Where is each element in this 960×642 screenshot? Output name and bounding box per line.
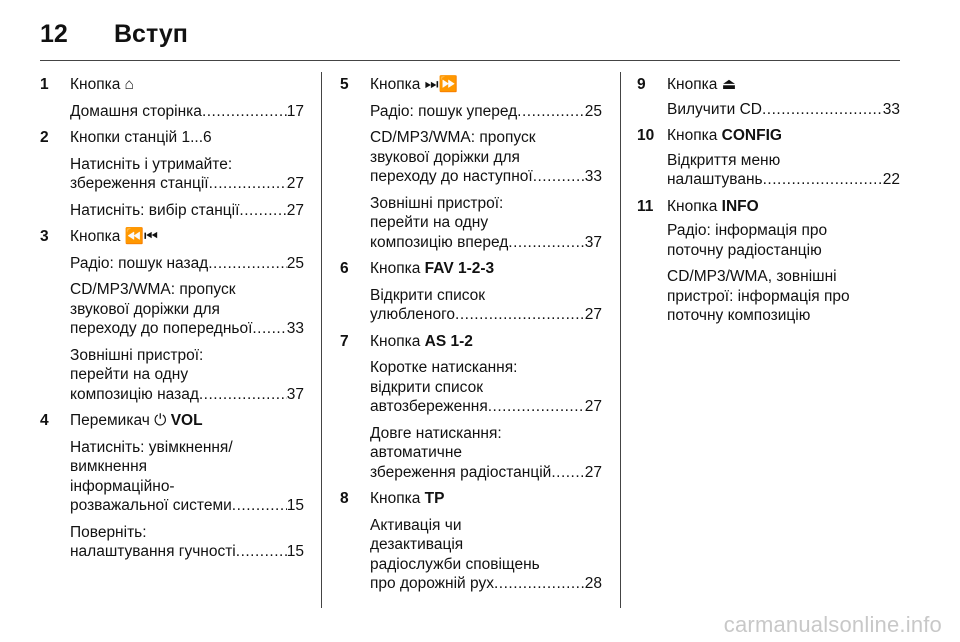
item-label: Кнопка [70, 228, 121, 245]
description-block [637, 151, 900, 190]
description-line: автоматичне [370, 444, 463, 461]
item-title [667, 197, 900, 217]
page-reference [70, 496, 304, 516]
page-link-number[interactable]: 28 [584, 575, 602, 592]
description-line: вимкнення [70, 458, 148, 475]
page-reference [370, 102, 602, 122]
eject-icon: ⏏ [721, 76, 737, 93]
reference-text: Радіо: пошук уперед [370, 102, 518, 120]
description-line: радіослужби сповіщень [370, 555, 540, 573]
entry-heading [40, 75, 304, 95]
description-block [340, 128, 602, 187]
description-block [40, 438, 304, 516]
legend-entry [340, 259, 602, 325]
item-label: Кнопка [370, 490, 421, 507]
page-link-number[interactable]: 33 [286, 320, 304, 337]
item-number: 3 [40, 228, 49, 245]
page-reference [370, 167, 602, 187]
page-reference [70, 385, 304, 405]
legend-entry [40, 227, 304, 404]
control-name: VOL [170, 412, 203, 429]
page-reference [370, 574, 602, 594]
item-label: Кнопка [667, 127, 718, 144]
description-line: перейти на одну [70, 366, 189, 383]
entry-heading [340, 489, 602, 509]
page-link-number[interactable]: 17 [286, 102, 304, 120]
description-line: Відкрити список [370, 286, 486, 304]
control-name: INFO [721, 197, 759, 215]
legend-entry [637, 75, 900, 119]
control-name: TP [424, 490, 445, 507]
description-line: перейти на одну [370, 214, 489, 231]
entry-heading [40, 227, 304, 247]
reference-text: збереження радіостанцій [370, 463, 552, 481]
page-link-number[interactable]: 27 [286, 175, 304, 192]
description-line: відкрити список [370, 378, 483, 396]
description-line: CD/MP3/WMA: пропуск [370, 129, 536, 146]
page-link-number[interactable]: 27 [584, 398, 602, 415]
description-line: Довге натискання: [370, 424, 502, 442]
legend-entry [40, 75, 304, 121]
dot-leader [199, 385, 287, 405]
item-number: 2 [40, 129, 49, 146]
description-line: Відкриття меню [667, 151, 781, 169]
entry-heading [340, 75, 602, 95]
description-line: поточну радіостанцію [667, 241, 822, 259]
reference-text: збереження станції [70, 175, 209, 192]
page-reference [667, 170, 900, 190]
reference-text: улюбленого [370, 306, 456, 323]
page-reference [370, 305, 602, 325]
reference-text: Натисніть: вибір станції [70, 201, 240, 219]
legend-entry [637, 197, 900, 326]
legend-entry [340, 489, 602, 594]
reference-text: композицію назад [70, 385, 199, 403]
item-label: Кнопка [70, 76, 121, 93]
entry-heading [340, 332, 602, 352]
item-title [370, 75, 602, 95]
dot-leader [762, 100, 883, 120]
description-line: поточну композицію [667, 307, 811, 324]
column-left [40, 75, 304, 569]
description-line: інформаційно- [70, 477, 175, 495]
item-label: Кнопки станцій [70, 129, 178, 146]
page-link-number[interactable]: 15 [286, 543, 304, 560]
item-label: Кнопка [370, 260, 421, 277]
dot-leader [455, 305, 585, 325]
column-divider-2 [620, 72, 621, 608]
description-block [340, 424, 602, 483]
description-line: Натисніть: увімкнення/ [70, 438, 233, 456]
description-line: CD/MP3/WMA, зовнішні [667, 268, 837, 285]
description-line: Активація чи [370, 516, 462, 534]
page-reference [667, 100, 900, 120]
item-title [70, 75, 304, 95]
description-line: Радіо: інформація про [667, 222, 828, 239]
description-line: звукової доріжки для [370, 148, 520, 166]
description-block [340, 358, 602, 417]
page-link-number[interactable]: 25 [286, 254, 304, 272]
description-block [340, 286, 602, 325]
item-title [70, 227, 304, 247]
item-title [667, 126, 900, 146]
description-block [637, 100, 900, 120]
item-label: Перемикач [70, 412, 150, 429]
page-link-number[interactable]: 27 [584, 306, 602, 323]
header-divider [40, 60, 900, 61]
dot-leader [508, 233, 584, 253]
dot-leader [517, 102, 585, 122]
dot-leader [208, 254, 287, 274]
page-header [40, 14, 188, 54]
reference-text: налаштувань [667, 171, 763, 188]
description-line: CD/MP3/WMA: пропуск [70, 281, 236, 298]
item-label: Кнопка [370, 332, 421, 350]
reference-text: налаштування гучності [70, 543, 236, 560]
dot-leader [533, 167, 585, 187]
dot-leader [763, 170, 883, 190]
reference-text: Домашня сторінка [70, 102, 202, 120]
description-line: Зовнішні пристрої: [370, 194, 504, 212]
entry-heading [340, 259, 602, 279]
item-title [370, 489, 602, 509]
power-icon: ⏻ [154, 412, 167, 429]
page-link-number[interactable]: 25 [584, 102, 602, 120]
legend-entry [340, 332, 602, 483]
description-block [40, 102, 304, 122]
page-reference [370, 233, 602, 253]
description-block [340, 102, 602, 122]
description-block [340, 516, 602, 594]
item-number: 5 [340, 76, 349, 93]
reference-text: про дорожній рух [370, 575, 494, 592]
reference-text: Радіо: пошук назад [70, 254, 209, 272]
item-number: 4 [40, 412, 49, 429]
description-block [40, 201, 304, 221]
reference-text: переходу до наступної [370, 168, 533, 185]
description-block [40, 254, 304, 274]
page-reference [70, 174, 304, 194]
item-label: Кнопка [667, 197, 718, 215]
item-number: 10 [637, 127, 655, 144]
description-block [40, 523, 304, 562]
page-reference [70, 254, 304, 274]
dot-leader [494, 574, 585, 594]
dot-leader [202, 102, 287, 122]
entry-heading [637, 197, 900, 217]
reference-text: розважальної системи [70, 497, 232, 514]
item-number: 7 [340, 332, 349, 350]
page-reference [70, 102, 304, 122]
item-extra: 1...6 [181, 129, 212, 146]
dot-leader [551, 463, 584, 483]
home-icon: ⌂ [124, 76, 135, 93]
item-label: Кнопка [667, 76, 718, 93]
page-link-number[interactable]: 22 [882, 171, 900, 188]
page-reference [70, 319, 304, 339]
reference-text: переходу до попередньої [70, 320, 253, 337]
item-title [70, 411, 304, 431]
description-line: звукової доріжки для [70, 300, 220, 318]
dot-leader [209, 174, 287, 194]
legend-entry [637, 126, 900, 190]
page-link-number[interactable]: 33 [882, 100, 900, 118]
description-block [40, 346, 304, 405]
watermark: carmanualsonline.info [723, 612, 942, 637]
rewind-previous-icon: ⏪⏮ [124, 228, 158, 245]
control-name: AS 1-2 [424, 332, 473, 350]
item-number: 11 [637, 197, 654, 215]
description-line: Коротке натискання: [370, 359, 518, 376]
control-name: FAV 1-2-3 [424, 260, 495, 277]
control-name: CONFIG [721, 127, 782, 144]
page-reference [370, 463, 602, 483]
legend-entry [340, 75, 602, 252]
description-block [637, 267, 900, 326]
dot-leader [232, 496, 287, 516]
description-line: Зовнішні пристрої: [70, 346, 204, 364]
item-number: 8 [340, 490, 349, 507]
item-title [370, 259, 602, 279]
section-title: Вступ [114, 19, 188, 48]
description-line: Натисніть і утримайте: [70, 155, 233, 173]
entry-heading [40, 128, 304, 148]
page-link-number[interactable]: 33 [584, 168, 602, 185]
column-divider-1 [321, 72, 322, 608]
legend-entry [40, 128, 304, 220]
description-line: пристрої: інформація про [667, 287, 850, 305]
dot-leader [252, 319, 286, 339]
description-block [40, 280, 304, 339]
description-line: Поверніть: [70, 523, 147, 541]
item-number: 6 [340, 260, 349, 277]
page-number: 12 [40, 19, 68, 48]
item-title [70, 128, 304, 148]
legend-entry [40, 411, 304, 562]
item-number: 1 [40, 76, 49, 93]
dot-leader [239, 201, 286, 221]
entry-heading [637, 126, 900, 146]
page-link-number[interactable]: 37 [584, 233, 602, 251]
page-link-number[interactable]: 37 [286, 385, 304, 403]
item-number: 9 [637, 76, 646, 93]
description-block [637, 221, 900, 260]
page-reference [70, 201, 304, 221]
item-title [667, 75, 900, 95]
item-label: Кнопка [370, 76, 421, 93]
item-title [370, 332, 602, 352]
entry-heading [637, 75, 900, 95]
page-link-number[interactable]: 15 [286, 497, 304, 514]
description-line: дезактивація [370, 536, 464, 553]
column-middle [340, 75, 602, 601]
page-link-number[interactable]: 27 [584, 463, 602, 481]
reference-text: Вилучити CD [667, 100, 762, 118]
entry-heading [40, 411, 304, 431]
column-right [637, 75, 900, 333]
reference-text: композицію вперед [370, 233, 509, 251]
dot-leader [488, 397, 585, 417]
reference-text: автозбереження [370, 398, 488, 415]
page-reference [370, 397, 602, 417]
dot-leader [236, 542, 287, 562]
description-block [40, 155, 304, 194]
description-block [340, 194, 602, 253]
next-forward-icon: ⏭⏩ [424, 76, 458, 93]
page-reference [70, 542, 304, 562]
page-link-number[interactable]: 27 [286, 201, 304, 219]
